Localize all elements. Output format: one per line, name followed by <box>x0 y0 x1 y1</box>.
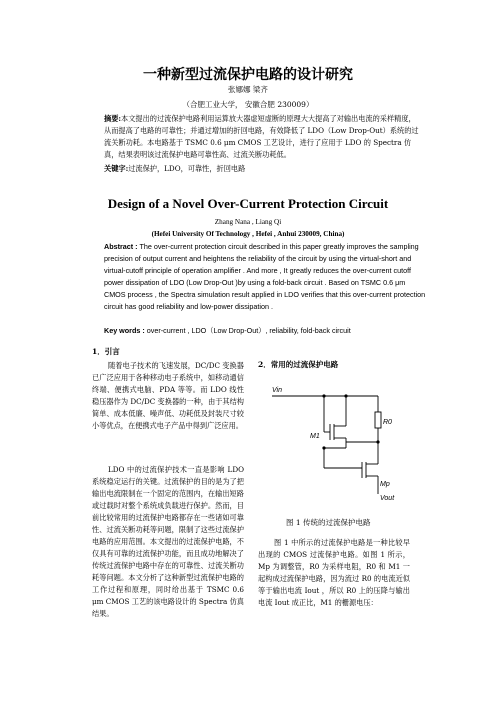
label-r0: R0 <box>383 419 392 426</box>
label-m1: M1 <box>310 433 320 440</box>
section-2-paragraph-1: 图 1 中所示的过流保护电路是一种比较早出现的 CMOS 过流保护电路。如图 1 所示，Mp 为调整管，R0 为采样电阻，R0 和 M1 一起构成过流保护电路，因为流过 R0 的电流近似等于输出电流 Iout ，所以 R0 上的压降与输出电流 Iout 成正比，M1 的栅源电压： <box>258 538 410 607</box>
figure-1-caption: 图 1 传统的过流保护电路 <box>286 518 371 527</box>
english-abstract <box>104 241 428 313</box>
english-authors: Zhang Nana , Liang Qi <box>214 218 282 226</box>
en-abstract-label: Abstract : <box>104 242 138 251</box>
section-1-paragraph-1: 随着电子技术的飞速发展，DC/DC 变换器已广泛应用于各种移动电子系统中，如移动通信终端、便携式电脑、PDA 等等。而 LDO 线性稳压器作为 DC/DC 变换器的一种，由于其结构简单、成本低廉、噪声低、功耗低及封装尺寸较小等优点，在便携式电子产品中得到广泛应用。 <box>92 361 244 430</box>
english-affiliation: (Hefei University Of Technology , Hefei , Anhui 230009, China) <box>151 230 345 238</box>
section-1-paragraph-2: LDO 中的过流保护技术一直是影响 LDO 系统稳定运行的关键。过流保护的目的是为了把输出电流限制在一个固定的范围内，在输出短路或过载时对整个系统成负载进行保护。然而，目前比较常用的过流保护电路都存在一些诸如可靠性、过流关断功耗等问题，限制了这些过流保护电路的应用范围。本文提出的过流保护电路，不仅具有可靠的过流保护功能，而且成功地解决了传统过流保护电路中存在的可靠性、过流关断功耗等问题。本文分析了这种新型过流保护电路的工作过程和原理，同时给出基于 TSMC 0.6 μm CMOS 工艺的该电路设计的 Spectra 仿真结果。 <box>92 465 244 618</box>
chinese-keywords <box>104 163 422 175</box>
chinese-authors: 张娜娜 梁齐 <box>228 85 268 94</box>
en-keywords-text: over-current , LDO（Low Drop-Out）, reliability, fold-back circuit <box>146 326 351 335</box>
keywords-text: 过流保护，LDO，可靠性，折回电路 <box>128 164 246 173</box>
chinese-affiliation: （合肥工业大学， 安徽合肥 230009） <box>182 100 314 109</box>
english-keywords <box>104 325 428 337</box>
abstract-text: 本文提出的过流保护电路利用运算放大器虚短虚断的原理大大提高了对输出电流的采样精度，从而提高了电路的可靠性；并通过增加的折回电路，有效降低了 LDO（Low Drop-Out）系统的过流关断功耗。本电路基于 TSMC 0.6 μm CMOS 工艺设计，进行了应用于 LDO 的 Spectra 仿真，结果表明该过流保护电路可靠性高、过流关断功耗低。 <box>104 114 419 159</box>
section-2-heading: 2．常用的过流保护电路 <box>258 360 339 369</box>
chinese-abstract <box>104 113 422 161</box>
label-vout: Vout <box>380 495 395 502</box>
abstract-label: 摘要: <box>104 114 122 123</box>
label-mp: Mp <box>380 481 390 488</box>
resistor-r0-symbol <box>375 412 381 428</box>
circuit-figure <box>266 382 396 512</box>
en-abstract-text: The over-current protection circuit described in this paper greatly improves the sampling precision of output current and heightens the reliability of the circuit by using the virtual-short and virtual-cutoff principle of operation amplifier . And more , It greatly reduces the over-current cutoff power dissipation of LDO (Low Drop-Out )by using a fold-back circuit . Based on TSMC 0.6 μm CMOS process , the Spectra simulation result applied in LDO verifies that this over-current protection circuit has good reliability and low-power dissipation . <box>104 242 426 311</box>
chinese-title: 一种新型过流保护电路的设计研究 <box>143 67 353 83</box>
section-1-heading: 1．引言 <box>92 347 120 356</box>
en-keywords-label: Key words : <box>104 326 145 335</box>
english-title: Design of a Novel Over-Current Protection Circuit <box>107 196 389 211</box>
label-vin: Vin <box>272 387 282 394</box>
keywords-label: 关键字: <box>104 164 129 173</box>
